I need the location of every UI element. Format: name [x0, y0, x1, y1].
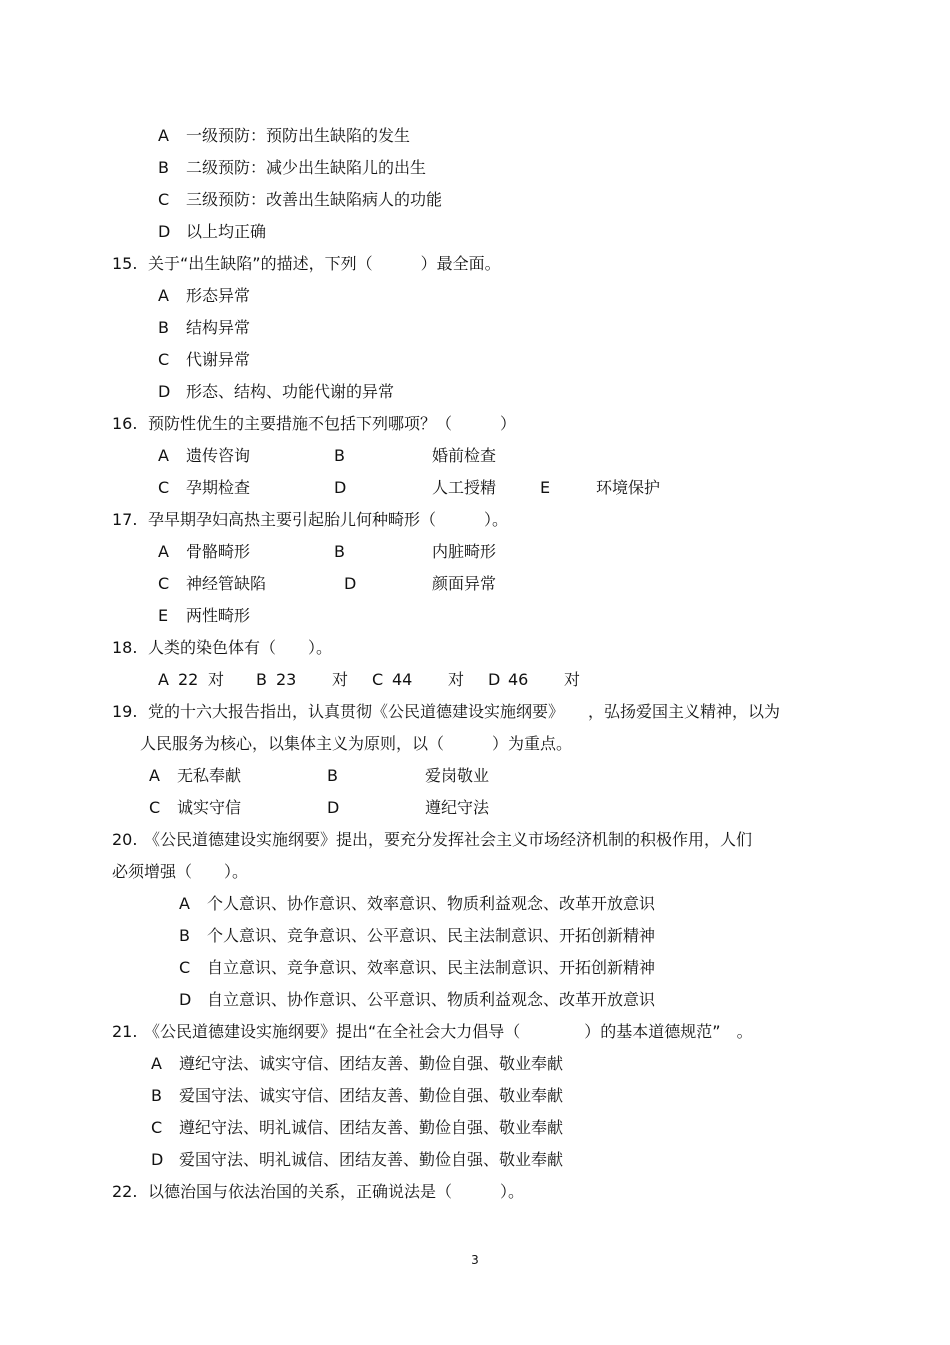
q17-option-e [158, 604, 250, 628]
option-letter: D [158, 222, 171, 241]
question-number: 20. [112, 830, 138, 849]
question-20-stem-continued [112, 860, 248, 884]
question-number: 16. [112, 414, 138, 433]
option-text: 孕期检查 [186, 478, 251, 497]
q15-option-d [158, 380, 394, 404]
option-letter: A [158, 542, 169, 561]
question-text: 关于“出生缺陷”的描述，下列（ ）最全面。 [148, 254, 501, 273]
option-text: 爱岗敬业 [425, 766, 490, 785]
question-16-stem [112, 412, 516, 436]
option-text: 遗传咨询 [186, 446, 251, 465]
option-letter: A [149, 766, 160, 785]
page-number: 3 [471, 1253, 479, 1267]
option-letter: A [158, 126, 169, 145]
question-text: 孕早期孕妇高热主要引起胎儿何种畸形（ ）。 [148, 510, 509, 529]
option-text: 个人意识、协作意识、效率意识、物质利益观念、改革开放意识 [207, 894, 656, 913]
option-letter: C [151, 1118, 163, 1137]
option-letter: C [149, 798, 161, 817]
option-letter: A [151, 1054, 162, 1073]
question-17-stem [112, 508, 508, 532]
q14-option-b [158, 156, 426, 180]
option-text: 诚实守信 [177, 798, 242, 817]
question-number: 18. [112, 638, 138, 657]
question-number: 21. [112, 1022, 138, 1041]
option-value: 46 [508, 670, 529, 689]
option-letter: C [158, 190, 170, 209]
question-18-stem [112, 636, 332, 660]
question-text: 必须增强（ ）。 [112, 862, 249, 881]
question-22-stem [112, 1180, 524, 1204]
option-letter: C [372, 670, 384, 689]
option-letter: B [334, 542, 345, 561]
option-text: 二级预防：减少出生缺陷儿的出生 [186, 158, 427, 177]
q21-option-d [151, 1148, 563, 1172]
q20-option-d [179, 988, 655, 1012]
option-letter: C [158, 574, 170, 593]
question-number: 17. [112, 510, 138, 529]
q14-option-a [158, 124, 410, 148]
option-letter: A [158, 286, 169, 305]
question-text: 以德治国与依法治国的关系，正确说法是（ ）。 [148, 1182, 525, 1201]
q21-option-c [151, 1116, 563, 1140]
option-text: 爱国守法、明礼诚信、团结友善、勤俭自强、敬业奉献 [179, 1150, 564, 1169]
question-text: 人类的染色体有（ ）。 [148, 638, 333, 657]
question-text: 党的十六大报告指出，认真贯彻《公民道德建设实施纲要》 ，弘扬爱国主义精神，以为 [148, 702, 781, 721]
option-text: 自立意识、协作意识、公平意识、物质利益观念、改革开放意识 [207, 990, 656, 1009]
q21-option-b [151, 1084, 563, 1108]
q14-option-c [158, 188, 442, 212]
q14-option-d [158, 220, 266, 244]
question-21-stem [112, 1020, 753, 1044]
q21-option-a [151, 1052, 563, 1076]
option-letter: B [327, 766, 338, 785]
option-letter: D [158, 382, 171, 401]
q20-option-c [179, 956, 655, 980]
option-text: 以上均正确 [186, 222, 267, 241]
option-text: 代谢异常 [186, 350, 251, 369]
q15-option-b [158, 316, 250, 340]
q17-options-row-1 [158, 540, 496, 564]
option-unit: 对 [564, 670, 581, 689]
question-text: 预防性优生的主要措施不包括下列哪项？（ ） [148, 414, 517, 433]
q20-option-b [179, 924, 655, 948]
option-letter: B [158, 318, 169, 337]
option-text: 遵纪守法 [425, 798, 490, 817]
option-letter: B [151, 1086, 162, 1105]
option-unit: 对 [332, 670, 349, 689]
option-text: 爱国守法、诚实守信、团结友善、勤俭自强、敬业奉献 [179, 1086, 564, 1105]
option-unit: 对 [208, 670, 225, 689]
option-text: 颜面异常 [432, 574, 497, 593]
question-20-stem [112, 828, 752, 852]
option-letter: D [179, 990, 192, 1009]
option-letter: D [334, 478, 347, 497]
option-text: 结构异常 [186, 318, 251, 337]
question-number: 19. [112, 702, 138, 721]
option-text: 个人意识、竞争意识、公平意识、民主法制意识、开拓创新精神 [207, 926, 656, 945]
question-text: 《公民道德建设实施纲要》提出，要充分发挥社会主义市场经济机制的积极作用，人们 [144, 830, 753, 849]
option-unit: 对 [448, 670, 465, 689]
q16-options-row-1 [158, 444, 496, 468]
option-value: 23 [276, 670, 297, 689]
option-letter: D [488, 670, 501, 689]
option-text: 遵纪守法、明礼诚信、团结友善、勤俭自强、敬业奉献 [179, 1118, 564, 1137]
option-text: 内脏畸形 [432, 542, 497, 561]
option-text: 两性畸形 [186, 606, 251, 625]
option-letter: A [158, 446, 169, 465]
option-letter: C [158, 478, 170, 497]
question-text: 人民服务为核心，以集体主义为原则，以（ ）为重点。 [140, 734, 573, 753]
option-letter: B [158, 158, 169, 177]
question-number: 22. [112, 1182, 138, 1201]
option-letter: B [179, 926, 190, 945]
question-19-stem-continued [140, 732, 572, 756]
option-letter: D [344, 574, 357, 593]
option-letter: A [179, 894, 190, 913]
option-text: 三级预防：改善出生缺陷病人的功能 [186, 190, 443, 209]
question-19-stem [112, 700, 780, 724]
option-letter: D [151, 1150, 164, 1169]
q15-option-a [158, 284, 250, 308]
option-letter: E [158, 606, 169, 625]
option-text: 无私奉献 [177, 766, 242, 785]
option-text: 一级预防：预防出生缺陷的发生 [186, 126, 411, 145]
option-text: 婚前检查 [432, 446, 497, 465]
option-letter: D [327, 798, 340, 817]
option-letter: C [158, 350, 170, 369]
question-number: 15. [112, 254, 138, 273]
q15-option-c [158, 348, 250, 372]
option-text: 人工授精 [432, 478, 497, 497]
question-text: 《公民道德建设实施纲要》提出“在全社会大力倡导（ ）的基本道德规范” 。 [144, 1022, 753, 1041]
option-letter: B [256, 670, 267, 689]
option-value: 44 [392, 670, 413, 689]
option-text: 神经管缺陷 [186, 574, 267, 593]
option-letter: C [179, 958, 191, 977]
option-text: 形态、结构、功能代谢的异常 [186, 382, 395, 401]
option-text: 自立意识、竞争意识、效率意识、民主法制意识、开拓创新精神 [207, 958, 656, 977]
option-text: 遵纪守法、诚实守信、团结友善、勤俭自强、敬业奉献 [179, 1054, 564, 1073]
q19-options-row-1 [149, 764, 489, 788]
option-value: 22 [178, 670, 199, 689]
q18-options-row [158, 668, 580, 692]
q16-options-row-2 [158, 476, 660, 500]
option-letter: E [540, 478, 551, 497]
q19-options-row-2 [149, 796, 489, 820]
q17-options-row-2 [158, 572, 496, 596]
question-15-stem [112, 252, 501, 276]
option-letter: B [334, 446, 345, 465]
option-letter: A [158, 670, 169, 689]
q20-option-a [179, 892, 655, 916]
option-text: 形态异常 [186, 286, 251, 305]
option-text: 骨骼畸形 [186, 542, 251, 561]
option-text: 环境保护 [596, 478, 661, 497]
